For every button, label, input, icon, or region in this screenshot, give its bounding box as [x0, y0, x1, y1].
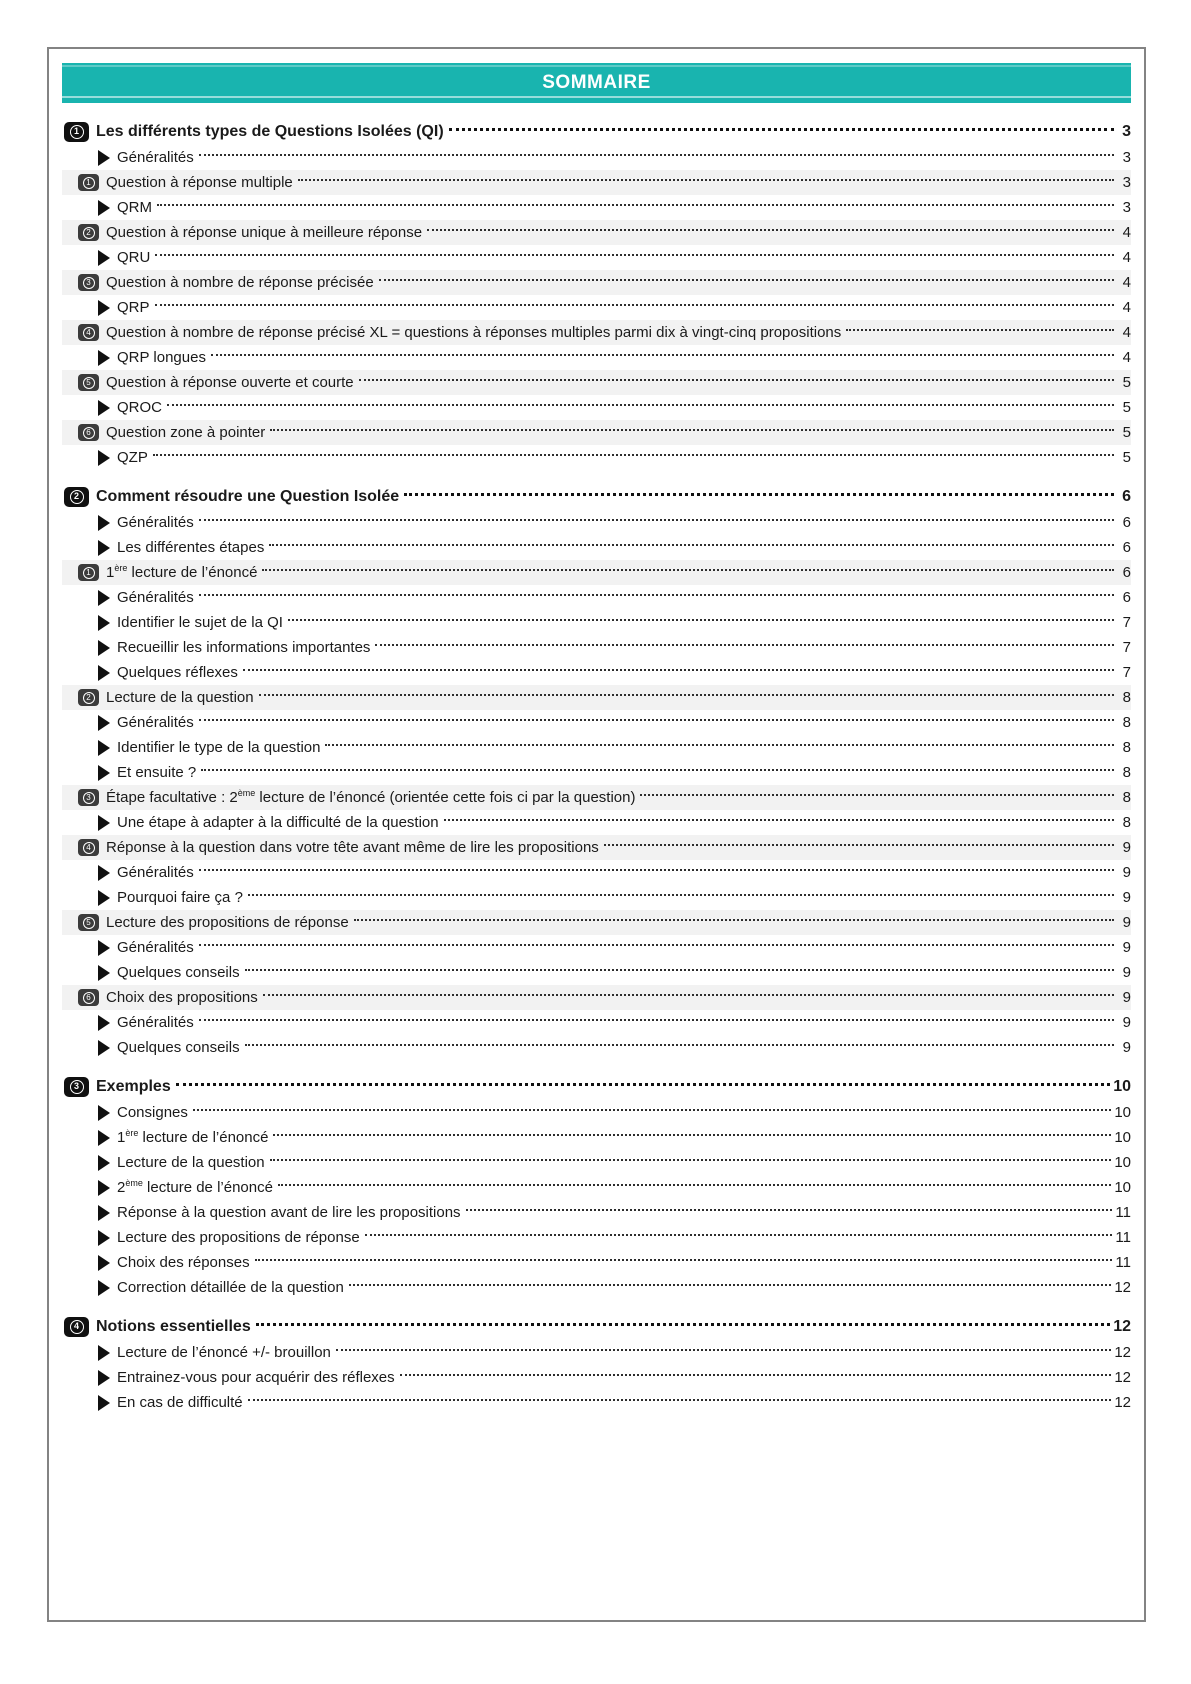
- toc-page-number: 10: [1114, 1129, 1131, 1146]
- dotted-leader: [199, 869, 1114, 871]
- toc-entry-label: Identifier le sujet de la QI: [117, 614, 283, 631]
- triangle-bullet-icon: [98, 350, 110, 366]
- toc-page-number: 3: [1122, 174, 1131, 191]
- toc-entry-label: Question à réponse multiple: [106, 174, 293, 191]
- dotted-leader: [248, 894, 1114, 896]
- dotted-leader: [365, 1234, 1113, 1236]
- subsection-number-icon: 1: [78, 564, 99, 581]
- triangle-bullet-icon: [98, 200, 110, 216]
- page-title: SOMMAIRE: [542, 72, 651, 93]
- toc-entry-label: Lecture de l’énoncé +/- brouillon: [117, 1344, 331, 1361]
- toc-entry[interactable]: [62, 1200, 1131, 1225]
- toc-entry-label: Notions essentielles: [96, 1318, 251, 1335]
- toc-entry-label: QRU: [117, 249, 151, 266]
- toc-entry[interactable]: [62, 735, 1131, 760]
- toc-page-number: 4: [1122, 349, 1131, 366]
- toc-entry[interactable]: [62, 395, 1131, 420]
- dotted-leader: [263, 994, 1114, 996]
- toc-entry-label: Question à réponse unique à meilleure réponse: [106, 224, 423, 241]
- toc-entry[interactable]: [62, 660, 1131, 685]
- toc-page-number: 12: [1114, 1369, 1131, 1386]
- toc-entry-label: Recueillir les informations importantes: [117, 639, 371, 656]
- toc-entry-label: Consignes: [117, 1104, 188, 1121]
- toc-entry[interactable]: [62, 710, 1131, 735]
- toc-page-number: 8: [1122, 814, 1131, 831]
- dotted-leader: [199, 594, 1114, 596]
- toc-page-number: 12: [1114, 1279, 1131, 1296]
- toc-entry-label: Généralités: [117, 589, 194, 606]
- toc-entry[interactable]: [62, 1250, 1131, 1275]
- dotted-leader: [379, 279, 1114, 281]
- dotted-leader: [288, 619, 1114, 621]
- toc-page-number: 12: [1114, 1394, 1131, 1411]
- toc-page-number: 5: [1122, 424, 1131, 441]
- toc-page-number: 4: [1122, 274, 1131, 291]
- triangle-bullet-icon: [98, 1230, 110, 1246]
- toc-entry[interactable]: [62, 535, 1131, 560]
- toc-entry[interactable]: [62, 170, 1131, 195]
- toc-entry-label: Les différents types de Questions Isolées (QI): [96, 123, 444, 140]
- triangle-bullet-icon: [98, 1040, 110, 1056]
- dotted-leader: [359, 379, 1114, 381]
- triangle-bullet-icon: [98, 540, 110, 556]
- triangle-bullet-icon: [98, 450, 110, 466]
- dotted-leader: [604, 844, 1114, 846]
- triangle-bullet-icon: [98, 815, 110, 831]
- toc-page-number: 11: [1115, 1229, 1131, 1246]
- toc-entry-label: Identifier le type de la question: [117, 739, 321, 756]
- dotted-leader: [400, 1374, 1112, 1376]
- dotted-leader: [199, 154, 1114, 156]
- toc-entry-label: Exemples: [96, 1078, 171, 1095]
- toc-entry[interactable]: [62, 835, 1131, 860]
- section-number-icon: 3: [64, 1077, 89, 1097]
- toc-page-number: 3: [1122, 199, 1131, 216]
- dotted-leader: [243, 669, 1114, 671]
- toc-page-number: 9: [1122, 989, 1131, 1006]
- toc-page-number: 7: [1122, 664, 1131, 681]
- toc-entry[interactable]: [62, 420, 1131, 445]
- triangle-bullet-icon: [98, 590, 110, 606]
- toc-entry[interactable]: [62, 1010, 1131, 1035]
- toc-page-number: 10: [1114, 1104, 1131, 1121]
- subsection-number-icon: 4: [78, 839, 99, 856]
- dotted-leader: [375, 644, 1114, 646]
- toc-page-number: 12: [1114, 1344, 1131, 1361]
- toc-page-number: 8: [1122, 739, 1131, 756]
- toc-page-number: 9: [1122, 889, 1131, 906]
- toc-entry-label: QROC: [117, 399, 162, 416]
- toc-page-number: 5: [1122, 399, 1131, 416]
- toc-page-number: 9: [1122, 839, 1131, 856]
- dotted-leader: [449, 128, 1114, 131]
- dotted-leader: [199, 519, 1114, 521]
- toc-page-number: 4: [1122, 324, 1131, 341]
- toc-entry[interactable]: [62, 985, 1131, 1010]
- dotted-leader: [298, 179, 1114, 181]
- toc-entry-label: Réponse à la question avant de lire les propositions: [117, 1204, 461, 1221]
- triangle-bullet-icon: [98, 615, 110, 631]
- dotted-leader: [201, 769, 1114, 771]
- subsection-number-icon: 3: [78, 789, 99, 806]
- subsection-number-icon: 6: [78, 989, 99, 1006]
- section-number-icon: 1: [64, 122, 89, 142]
- toc-entry[interactable]: [62, 610, 1131, 635]
- toc-entry-label: Réponse à la question dans votre tête avant même de lire les propositions: [106, 839, 599, 856]
- toc-entry-label: Quelques conseils: [117, 964, 240, 981]
- toc-page-number: 3: [1122, 123, 1131, 140]
- triangle-bullet-icon: [98, 940, 110, 956]
- toc-entry[interactable]: [62, 1275, 1131, 1300]
- page-frame: [47, 47, 1146, 1622]
- toc-page-number: 9: [1122, 864, 1131, 881]
- toc-entry[interactable]: [62, 220, 1131, 245]
- toc-entry-label: Généralités: [117, 864, 194, 881]
- triangle-bullet-icon: [98, 865, 110, 881]
- toc-entry[interactable]: [62, 320, 1131, 345]
- triangle-bullet-icon: [98, 1015, 110, 1031]
- toc-entry[interactable]: [62, 1150, 1131, 1175]
- toc-page-number: 10: [1113, 1078, 1131, 1095]
- subsection-number-icon: 1: [78, 174, 99, 191]
- dotted-leader: [255, 1259, 1113, 1261]
- triangle-bullet-icon: [98, 150, 110, 166]
- dotted-leader: [273, 1134, 1111, 1136]
- dotted-leader: [325, 744, 1114, 746]
- toc-entry[interactable]: [62, 195, 1131, 220]
- toc-page-number: 8: [1122, 789, 1131, 806]
- toc-entry[interactable]: [62, 1390, 1131, 1415]
- toc-page-number: 8: [1122, 714, 1131, 731]
- triangle-bullet-icon: [98, 890, 110, 906]
- toc-entry[interactable]: [62, 445, 1131, 470]
- toc-entry-label: Quelques conseils: [117, 1039, 240, 1056]
- dotted-leader: [248, 1399, 1112, 1401]
- toc-entry-label: Comment résoudre une Question Isolée: [96, 488, 400, 505]
- toc-entry[interactable]: [62, 635, 1131, 660]
- toc-page-number: 8: [1122, 689, 1131, 706]
- subsection-number-icon: 5: [78, 374, 99, 391]
- dotted-leader: [278, 1184, 1111, 1186]
- dotted-leader: [270, 1159, 1112, 1161]
- dotted-leader: [846, 329, 1114, 331]
- toc-entry-label: Généralités: [117, 149, 194, 166]
- dotted-leader: [270, 429, 1114, 431]
- toc-entry[interactable]: [62, 270, 1131, 295]
- toc-page-number: 5: [1122, 374, 1131, 391]
- dotted-leader: [167, 404, 1114, 406]
- section-number-icon: 2: [64, 487, 89, 507]
- triangle-bullet-icon: [98, 400, 110, 416]
- toc-entry-label: Quelques réflexes: [117, 664, 238, 681]
- dotted-leader: [199, 1019, 1114, 1021]
- dotted-leader: [199, 944, 1114, 946]
- toc-entry-label: Étape facultative : 2ème lecture de l’énoncé (orientée cette fois ci par la question): [106, 788, 636, 806]
- toc-entry-label: QRP longues: [117, 349, 206, 366]
- toc-entry[interactable]: [62, 1125, 1131, 1150]
- dotted-leader: [336, 1349, 1111, 1351]
- toc-page-number: 6: [1122, 564, 1131, 581]
- toc-entry[interactable]: [62, 1175, 1131, 1200]
- toc-entry-label: Lecture de la question: [106, 689, 254, 706]
- toc-entry[interactable]: [62, 1225, 1131, 1250]
- toc-entry[interactable]: [62, 810, 1131, 835]
- toc-entry[interactable]: [62, 910, 1131, 935]
- toc-page-number: 11: [1115, 1204, 1131, 1221]
- toc-page-number: 4: [1122, 224, 1131, 241]
- toc-page-number: 4: [1122, 249, 1131, 266]
- triangle-bullet-icon: [98, 250, 110, 266]
- toc-page-number: 6: [1122, 589, 1131, 606]
- dotted-leader: [427, 229, 1114, 231]
- toc-entry[interactable]: [62, 785, 1131, 810]
- subsection-number-icon: 2: [78, 689, 99, 706]
- toc-entry[interactable]: [62, 960, 1131, 985]
- toc-entry[interactable]: [62, 560, 1131, 585]
- dotted-leader: [245, 969, 1114, 971]
- toc-entry[interactable]: [62, 1035, 1131, 1060]
- triangle-bullet-icon: [98, 1395, 110, 1411]
- toc-entry[interactable]: [62, 760, 1131, 785]
- toc-entry-label: Choix des propositions: [106, 989, 258, 1006]
- toc-page-number: 12: [1113, 1318, 1131, 1335]
- toc-entry[interactable]: [62, 118, 1131, 145]
- toc-entry-label: Lecture des propositions de réponse: [117, 1229, 360, 1246]
- triangle-bullet-icon: [98, 1180, 110, 1196]
- toc-entry-label: 1ère lecture de l’énoncé: [117, 1128, 269, 1146]
- toc-entry-label: En cas de difficulté: [117, 1394, 243, 1411]
- dotted-leader: [349, 1284, 1112, 1286]
- subsection-number-icon: 5: [78, 914, 99, 931]
- toc-entry-label: Choix des réponses: [117, 1254, 250, 1271]
- dotted-leader: [262, 569, 1114, 571]
- triangle-bullet-icon: [98, 1205, 110, 1221]
- toc-page-number: 10: [1114, 1154, 1131, 1171]
- toc-entry[interactable]: [62, 1365, 1131, 1390]
- toc-page-number: 7: [1122, 614, 1131, 631]
- toc-entry-label: QZP: [117, 449, 148, 466]
- toc-page-number: 9: [1122, 1014, 1131, 1031]
- dotted-leader: [155, 304, 1114, 306]
- triangle-bullet-icon: [98, 740, 110, 756]
- toc-entry[interactable]: [62, 885, 1131, 910]
- toc-entry-label: Généralités: [117, 939, 194, 956]
- toc-page-number: 6: [1122, 514, 1131, 531]
- section-number-icon: 4: [64, 1317, 89, 1337]
- toc-entry-label: Généralités: [117, 514, 194, 531]
- toc-entry[interactable]: [62, 483, 1131, 510]
- toc-entry-label: Pourquoi faire ça ?: [117, 889, 243, 906]
- triangle-bullet-icon: [98, 765, 110, 781]
- triangle-bullet-icon: [98, 1370, 110, 1386]
- toc-page-number: 9: [1122, 914, 1131, 931]
- toc-entry-label: Question à nombre de réponse précisé XL = questions à réponses multiples parmi dix à vingt-cinq propositions: [106, 324, 842, 341]
- toc-entry-label: Question à nombre de réponse précisée: [106, 274, 374, 291]
- toc-entry-label: Lecture des propositions de réponse: [106, 914, 349, 931]
- toc-page-number: 8: [1122, 764, 1131, 781]
- triangle-bullet-icon: [98, 515, 110, 531]
- toc-entry[interactable]: [62, 585, 1131, 610]
- dotted-leader: [157, 204, 1114, 206]
- toc-entry[interactable]: [62, 1340, 1131, 1365]
- dotted-leader: [211, 354, 1114, 356]
- toc-entry-label: Et ensuite ?: [117, 764, 197, 781]
- dotted-leader: [269, 544, 1114, 546]
- triangle-bullet-icon: [98, 1345, 110, 1361]
- toc-entry-label: Question zone à pointer: [106, 424, 266, 441]
- toc-page-number: 3: [1122, 149, 1131, 166]
- toc-entry-label: Lecture de la question: [117, 1154, 265, 1171]
- toc-entry[interactable]: [62, 510, 1131, 535]
- summary-header-bar: [62, 63, 1131, 103]
- dotted-leader: [640, 794, 1114, 796]
- toc-entry-label: 1ère lecture de l’énoncé: [106, 563, 258, 581]
- triangle-bullet-icon: [98, 300, 110, 316]
- dotted-leader: [256, 1323, 1110, 1326]
- dotted-leader: [259, 694, 1114, 696]
- toc-entry-label: QRP: [117, 299, 150, 316]
- toc-page-number: 10: [1114, 1179, 1131, 1196]
- toc-entry[interactable]: [62, 1100, 1131, 1125]
- toc-entry-label: Entrainez-vous pour acquérir des réflexes: [117, 1369, 395, 1386]
- toc-page-number: 6: [1122, 488, 1131, 505]
- toc-entry-label: Les différentes étapes: [117, 539, 265, 556]
- dotted-leader: [466, 1209, 1113, 1211]
- subsection-number-icon: 4: [78, 324, 99, 341]
- dotted-leader: [404, 493, 1114, 496]
- toc-entry-label: Question à réponse ouverte et courte: [106, 374, 354, 391]
- subsection-number-icon: 2: [78, 224, 99, 241]
- dotted-leader: [354, 919, 1114, 921]
- triangle-bullet-icon: [98, 1255, 110, 1271]
- triangle-bullet-icon: [98, 1130, 110, 1146]
- subsection-number-icon: 3: [78, 274, 99, 291]
- toc-entry[interactable]: [62, 245, 1131, 270]
- toc-list: [62, 118, 1131, 1415]
- toc-entry[interactable]: [62, 370, 1131, 395]
- toc-entry[interactable]: [62, 685, 1131, 710]
- subsection-number-icon: 6: [78, 424, 99, 441]
- triangle-bullet-icon: [98, 965, 110, 981]
- triangle-bullet-icon: [98, 1155, 110, 1171]
- toc-entry[interactable]: [62, 1073, 1131, 1100]
- toc-entry-label: 2ème lecture de l’énoncé: [117, 1178, 273, 1196]
- toc-page-number: 9: [1122, 1039, 1131, 1056]
- toc-page-number: 9: [1122, 939, 1131, 956]
- triangle-bullet-icon: [98, 1105, 110, 1121]
- dotted-leader: [155, 254, 1114, 256]
- toc-entry-label: Correction détaillée de la question: [117, 1279, 344, 1296]
- toc-entry-label: Une étape à adapter à la difficulté de la question: [117, 814, 439, 831]
- toc-page-number: 6: [1122, 539, 1131, 556]
- toc-entry-label: Généralités: [117, 714, 194, 731]
- toc-entry[interactable]: [62, 1313, 1131, 1340]
- toc-entry-label: QRM: [117, 199, 152, 216]
- toc-page-number: 7: [1122, 639, 1131, 656]
- toc-page-number: 11: [1115, 1254, 1131, 1271]
- dotted-leader: [193, 1109, 1111, 1111]
- dotted-leader: [153, 454, 1114, 456]
- toc-entry[interactable]: [62, 860, 1131, 885]
- triangle-bullet-icon: [98, 640, 110, 656]
- toc-entry[interactable]: [62, 345, 1131, 370]
- triangle-bullet-icon: [98, 715, 110, 731]
- toc-entry-label: Généralités: [117, 1014, 194, 1031]
- toc-entry[interactable]: [62, 295, 1131, 320]
- toc-entry[interactable]: [62, 935, 1131, 960]
- dotted-leader: [444, 819, 1114, 821]
- toc-page-number: 4: [1122, 299, 1131, 316]
- dotted-leader: [245, 1044, 1114, 1046]
- triangle-bullet-icon: [98, 1280, 110, 1296]
- toc-page-number: 9: [1122, 964, 1131, 981]
- toc-entry[interactable]: [62, 145, 1131, 170]
- dotted-leader: [199, 719, 1114, 721]
- triangle-bullet-icon: [98, 665, 110, 681]
- dotted-leader: [176, 1083, 1110, 1086]
- toc-page-number: 5: [1122, 449, 1131, 466]
